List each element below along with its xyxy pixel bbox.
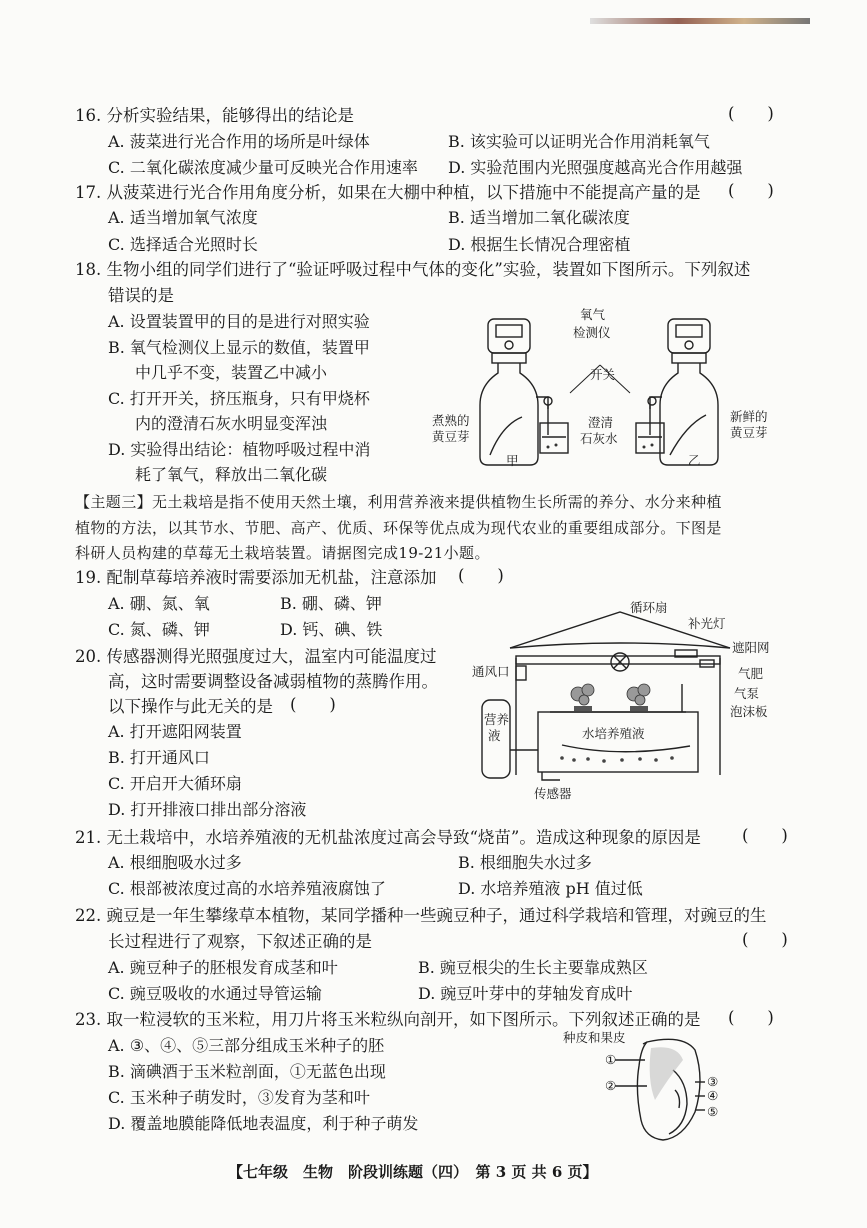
q22-option-d[interactable]: D. 豌豆叶芽中的芽轴发育成叶 <box>418 984 633 1003</box>
q18-option-c-line1[interactable]: C. 打开开关，挤压瓶身，只有甲烧杯 <box>108 389 370 408</box>
fig18-label-oxygen: 氧气 <box>580 307 606 322</box>
fig18-label-cooked-1: 煮熟的 <box>432 413 470 428</box>
fig20-label-nutrient-2: 液 <box>488 728 501 743</box>
fig20-label-pump: 气泵 <box>734 686 760 701</box>
q18-option-b-line2[interactable]: 中几乎不变，装置乙中减小 <box>135 363 328 382</box>
fig20-label-sensor: 传感器 <box>534 786 572 801</box>
fig18-label-switch: 开关 <box>590 367 616 382</box>
q21-option-c[interactable]: C. 根部被浓度过高的水培养殖液腐蚀了 <box>108 879 386 898</box>
fig20-label-foam: 泡沫板 <box>730 704 768 719</box>
q20-option-d[interactable]: D. 打开排液口排出部分溶液 <box>108 800 307 819</box>
fig23-label-2: ② <box>605 1078 617 1093</box>
fig20-label-fan: 循环扇 <box>630 600 668 615</box>
fig23-label-1: ① <box>605 1052 617 1067</box>
respiration-apparatus-figure <box>430 305 790 480</box>
q20-answer-bracket[interactable]: ( ) <box>290 695 336 714</box>
q17-answer-bracket[interactable]: ( ) <box>728 181 774 200</box>
q16-answer-bracket[interactable]: ( ) <box>728 104 774 123</box>
q19-option-b[interactable]: B. 硼、磷、钾 <box>280 594 382 613</box>
q18-option-d-line1[interactable]: D. 实验得出结论：植物呼吸过程中消 <box>108 440 371 459</box>
q23-answer-bracket[interactable]: ( ) <box>728 1008 774 1027</box>
hydroponics-setup-drawing <box>470 600 790 805</box>
q22-answer-bracket[interactable]: ( ) <box>742 930 788 949</box>
q16-option-b[interactable]: B. 该实验可以证明光合作用消耗氧气 <box>448 132 710 151</box>
q20-option-c[interactable]: C. 开启开大循环扇 <box>108 774 242 793</box>
q17-option-d[interactable]: D. 根据生长情况合理密植 <box>448 235 631 254</box>
q16-stem: 16. 分析实验结果，能够得出的结论是 <box>75 106 354 125</box>
corn-kernel-figure <box>555 1030 735 1148</box>
q19-stem: 19. 配制草莓培养液时需要添加无机盐，注意添加 <box>75 568 437 587</box>
q21-option-a[interactable]: A. 根细胞吸水过多 <box>108 853 242 872</box>
scan-edge-mark <box>590 18 810 24</box>
fig20-label-fert: 气肥 <box>738 666 764 681</box>
fig23-label-peel: 种皮和果皮 <box>563 1030 626 1045</box>
q16-option-d[interactable]: D. 实验范围内光照强度越高光合作用越强 <box>448 158 743 177</box>
q16-option-c[interactable]: C. 二氧化碳浓度减少量可反映光合作用速率 <box>108 158 418 177</box>
fig20-label-nutrient-1: 营养 <box>484 712 510 727</box>
q17-option-b[interactable]: B. 适当增加二氧化碳浓度 <box>448 208 630 227</box>
q22-option-a[interactable]: A. 豌豆种子的胚根发育成茎和叶 <box>108 958 338 977</box>
fig23-label-5: ⑤ <box>707 1104 719 1119</box>
q18-stem-line2: 错误的是 <box>108 286 174 305</box>
fig18-label-lime-1: 澄清 <box>588 415 614 430</box>
fig23-label-3: ③ <box>707 1074 719 1089</box>
q22-stem-line2: 长过程进行了观察，下叙述正确的是 <box>108 932 372 951</box>
q20-stem-line3: 以下操作与此无关的是 <box>108 697 273 716</box>
fig18-label-fresh-2: 黄豆芽 <box>730 425 768 440</box>
theme3-line1: 【主题三】无土栽培是指不使用天然土壤，利用营养液来提供植物生长所需的养分、水分来种植 <box>75 493 722 511</box>
fig20-label-light: 补光灯 <box>688 616 726 631</box>
page-footer: 【七年级 生物 阶段训练题（四） 第 3 页 共 6 页】 <box>228 1163 598 1181</box>
q20-stem-line2: 高，这时需要调整设备减弱植物的蒸腾作用。 <box>108 672 438 691</box>
q22-stem-line1: 22. 豌豆是一年生攀缘草本植物，某同学播种一些豌豆种子，通过科学栽培和管理，对豌豆的生 <box>75 906 767 925</box>
q22-option-b[interactable]: B. 豌豆根尖的生长主要靠成熟区 <box>418 958 648 977</box>
q21-option-b[interactable]: B. 根细胞失水过多 <box>458 853 592 872</box>
q17-stem: 17. 从菠菜进行光合作用角度分析，如果在大棚中种植，以下措施中不能提高产量的是 <box>75 183 701 202</box>
fig18-label-detector: 检测仪 <box>573 325 611 340</box>
q23-option-c[interactable]: C. 玉米种子萌发时，③发育为茎和叶 <box>108 1088 370 1107</box>
q20-stem-line1: 20. 传感器测得光照强度过大，温室内可能温度过 <box>75 647 437 666</box>
q18-option-a[interactable]: A. 设置装置甲的目的是进行对照实验 <box>108 312 370 331</box>
theme3-line2: 植物的方法，以其节水、节肥、高产、优质、环保等优点成为现代农业的重要组成部分。下图是 <box>75 519 722 537</box>
q17-option-a[interactable]: A. 适当增加氧气浓度 <box>108 208 258 227</box>
q23-stem: 23. 取一粒浸软的玉米粒，用刀片将玉米粒纵向剖开，如下图所示。下列叙述正确的是 <box>75 1010 701 1029</box>
fig20-label-solution: 水培养殖液 <box>582 726 645 741</box>
q21-answer-bracket[interactable]: ( ) <box>742 826 788 845</box>
q22-option-c[interactable]: C. 豌豆吸收的水通过导管运输 <box>108 984 322 1003</box>
fig18-label-fresh-1: 新鲜的 <box>730 409 768 424</box>
fig18-label-lime-2: 石灰水 <box>580 431 618 446</box>
q17-option-c[interactable]: C. 选择适合光照时长 <box>108 235 258 254</box>
theme3-line3: 科研人员构建的草莓无土栽培装置。请据图完成19-21小题。 <box>75 544 490 562</box>
q19-option-a[interactable]: A. 硼、氮、氧 <box>108 594 210 613</box>
q23-option-a[interactable]: A. ③、④、⑤三部分组成玉米种子的胚 <box>108 1036 385 1055</box>
q21-option-d[interactable]: D. 水培养殖液 pH 值过低 <box>458 879 643 898</box>
q19-option-d[interactable]: D. 钙、碘、铁 <box>280 620 383 639</box>
fig23-label-4: ④ <box>707 1088 719 1103</box>
q23-option-b[interactable]: B. 滴碘酒于玉米粒剖面，①无蓝色出现 <box>108 1062 386 1081</box>
q19-answer-bracket[interactable]: ( ) <box>458 566 504 585</box>
fig20-label-vent: 通风口 <box>472 664 510 679</box>
fig18-label-jia: 甲 <box>506 453 519 468</box>
q20-option-b[interactable]: B. 打开通风口 <box>108 748 210 767</box>
fig18-label-yi: 乙 <box>688 453 701 468</box>
fig18-label-cooked-2: 黄豆芽 <box>432 429 470 444</box>
q18-stem-line1: 18. 生物小组的同学们进行了“验证呼吸过程中气体的变化”实验，装置如下图所示。下列叙述 <box>75 260 751 279</box>
q18-option-d-line2[interactable]: 耗了氧气，释放出二氧化碳 <box>135 465 328 484</box>
q20-option-a[interactable]: A. 打开遮阳网装置 <box>108 722 242 741</box>
q21-stem: 21. 无土栽培中，水培养殖液的无机盐浓度过高会导致“烧苗”。造成这种现象的原因是 <box>75 828 701 847</box>
q16-option-a[interactable]: A. 菠菜进行光合作用的场所是叶绿体 <box>108 132 370 151</box>
q19-option-c[interactable]: C. 氮、磷、钾 <box>108 620 210 639</box>
fig20-label-shade: 遮阳网 <box>732 640 770 655</box>
q23-option-d[interactable]: D. 覆盖地膜能降低地表温度，利于种子萌发 <box>108 1114 419 1133</box>
q18-option-c-line2[interactable]: 内的澄清石灰水明显变浑浊 <box>135 414 328 433</box>
hydroponics-setup-figure <box>470 600 790 805</box>
q18-option-b-line1[interactable]: B. 氧气检测仪上显示的数值，装置甲 <box>108 338 370 357</box>
